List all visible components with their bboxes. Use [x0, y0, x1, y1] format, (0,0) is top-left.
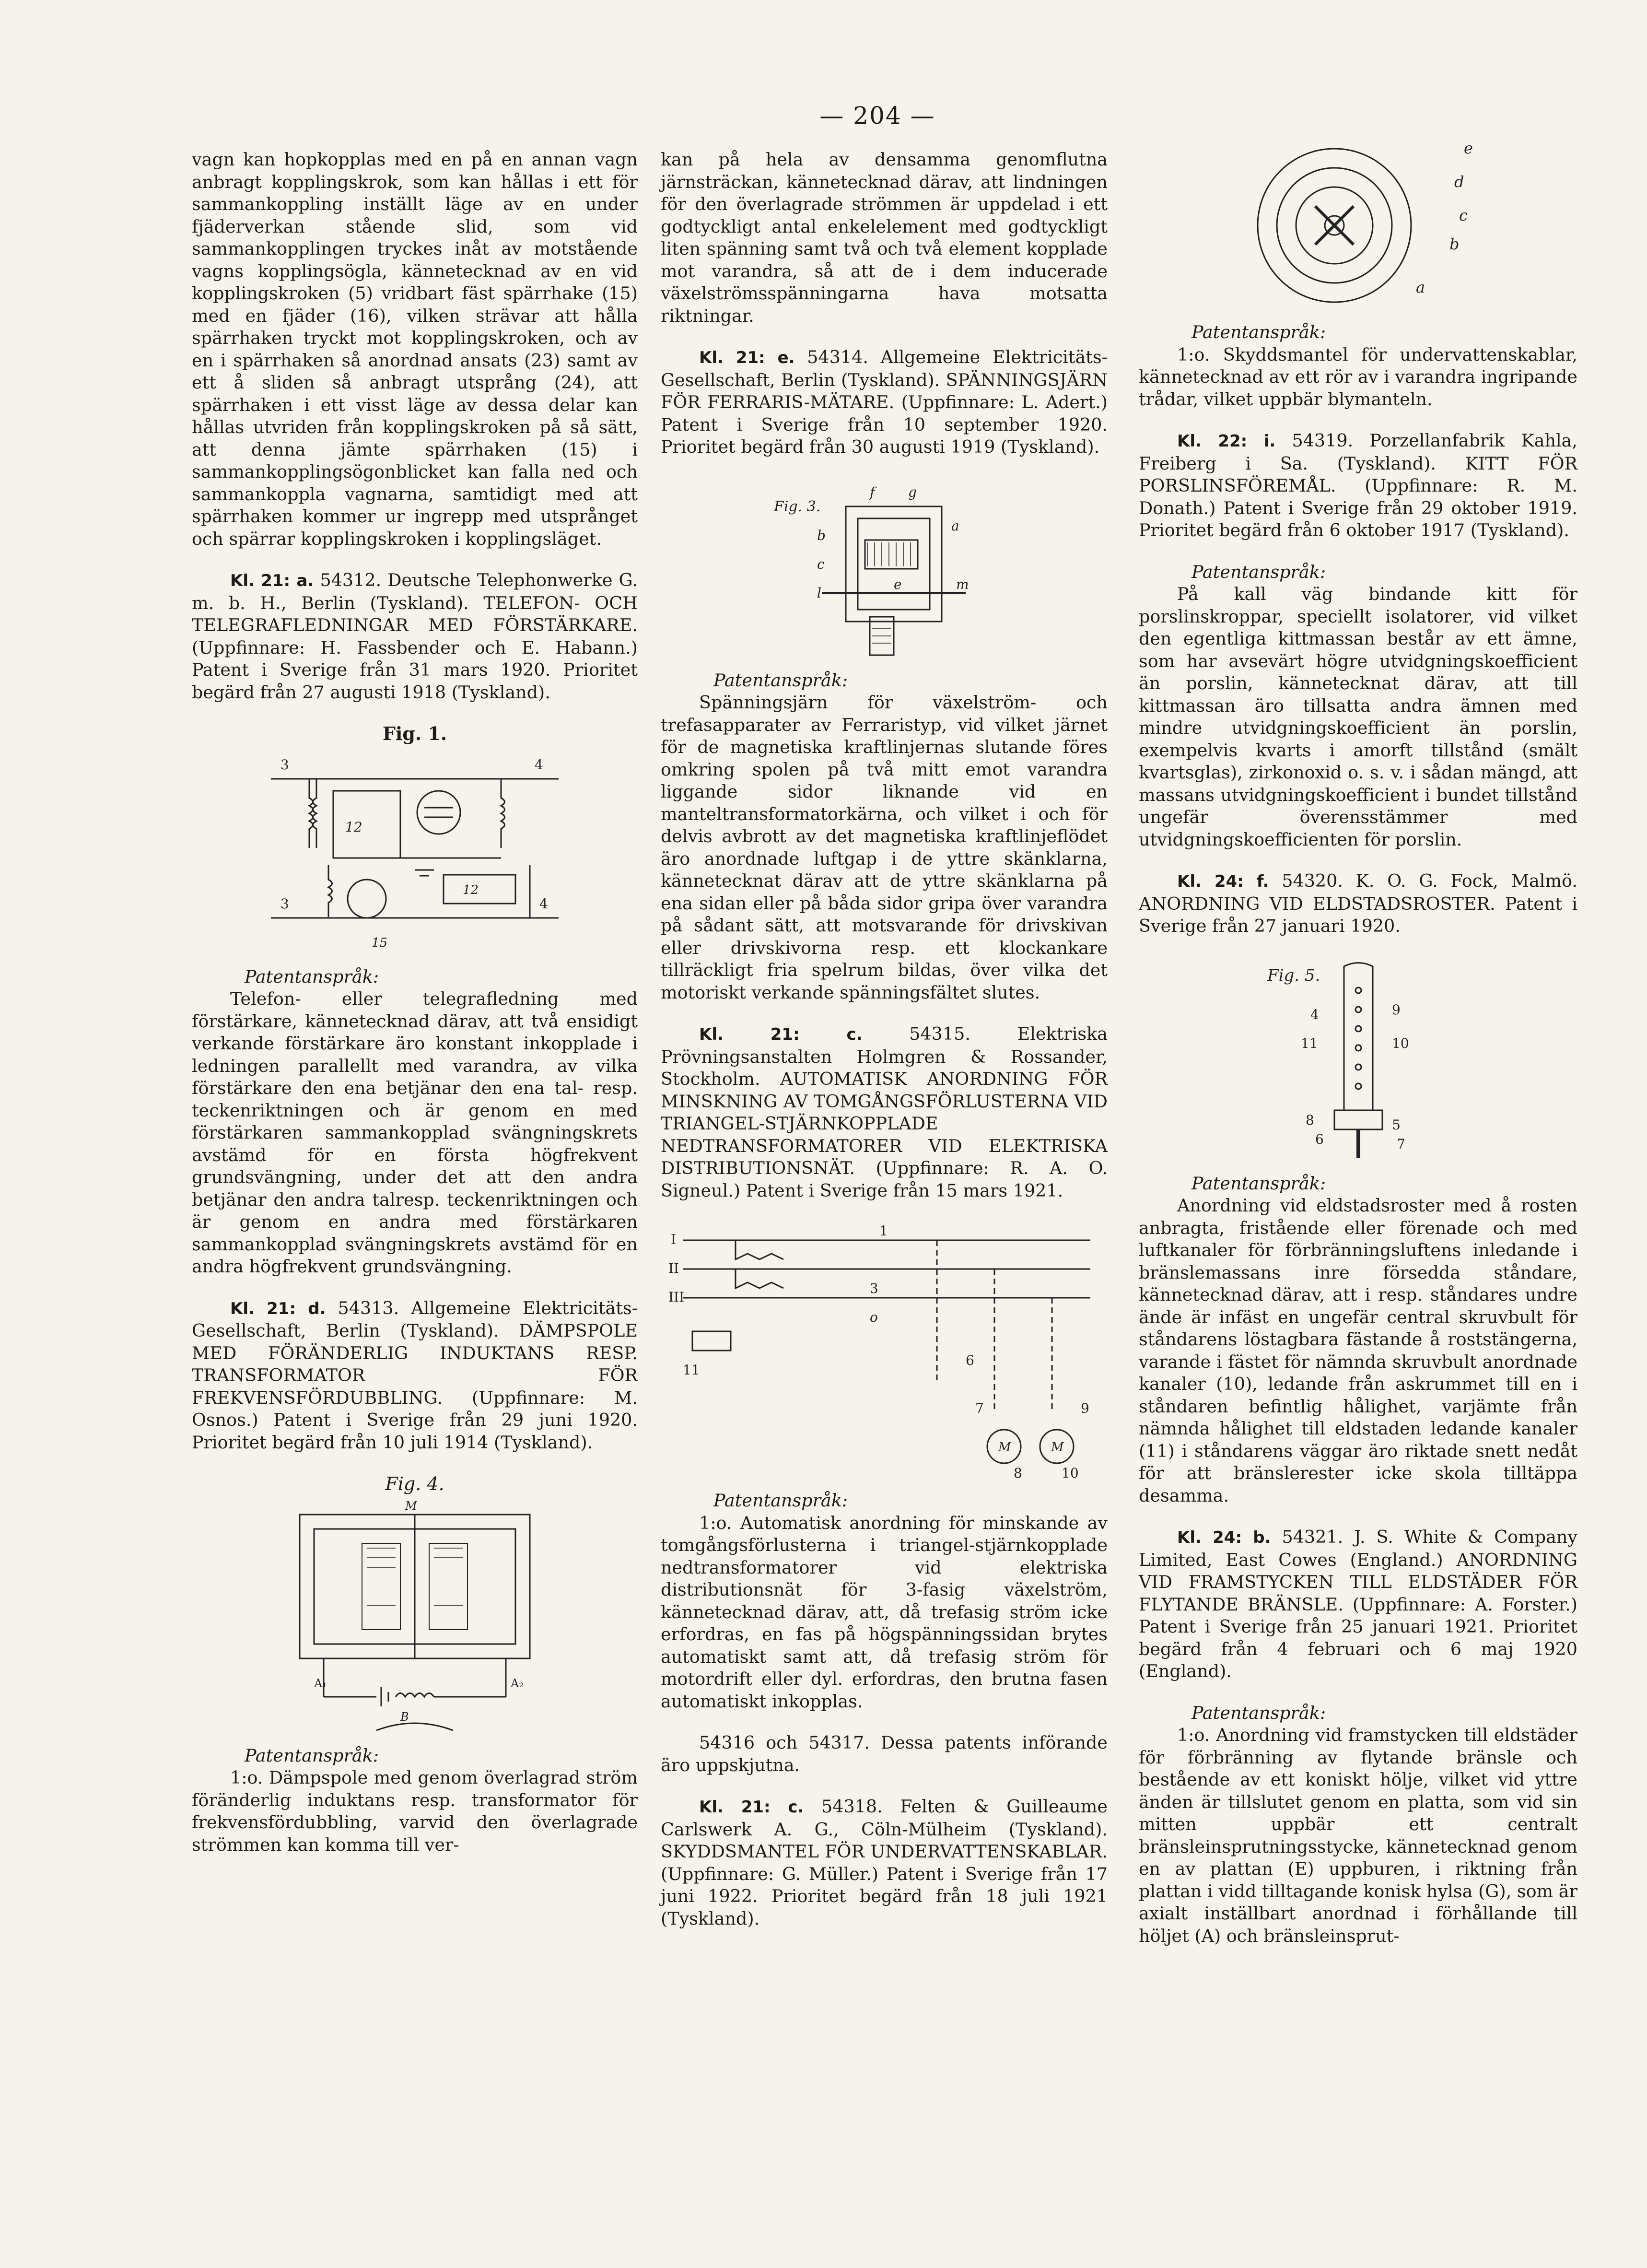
claim-text: 1:o. Anordning vid framstycken till eldstäder för förbränning av flytande bränsle och bestående av ett koniskt hölje, vilket vid yttre änden är tillslutet genom en platta, som vid sin mitten uppbär ett centralt bränsleinsprutningsstycke, kännetecknad genom en av plattan (E) uppburen, i riktning från plattan i vidd tilltagande konisk hylsa (G), som är axialt inställbart anordnad i förhållande till höljet (A) och bränsleinsprut- — [1139, 1725, 1577, 1946]
entry-text: 54318. Felten & Guilleaume Carlswerk A. G., Cöln-Mülheim (Tyskland). SKYDDSMANTEL FÖR UNDERVATTENSKABLAR. (Uppfinnare: G. Müller.) Patent i Sverige från 17 juni 1922. Prioritet begärd från 18 juli 1921 (Tyskland). — [661, 1796, 1108, 1929]
class-label: Kl. 21: c. — [699, 1025, 863, 1044]
claim-heading: Patentanspråk: — [1191, 1173, 1326, 1194]
svg-text:11: 11 — [683, 1362, 700, 1378]
figure-4-label: Fig. 4. — [385, 1473, 444, 1494]
entry-text: 54321. J. S. White & Company Limited, East Cowes (England.) ANORDNING VID FRAMSTYCKEN TILL ELDSTÄDER FÖR FLYTANDE BRÄNSLE. (Uppfinnare: A. Forster.) Patent i Sverige från 25 januari 1921. Prioritet begärd från 4 februari och 6 maj 1920 (England). — [1139, 1527, 1577, 1681]
entry-text: 54314. Allgemeine Elektricitäts-Gesellschaft, Berlin (Tyskland). SPÄNNINGSJÄRN FÖR FERRARIS-MÄTARE. (Uppfinnare: L. Adert.) Patent i Sverige från 10 september 1920. Prioritet begärd från 30 augusti 1919 (Tyskland). — [661, 347, 1108, 457]
patent-entry-54319 — [1139, 430, 1577, 542]
svg-text:b: b — [1449, 235, 1459, 253]
svg-text:4: 4 — [535, 756, 543, 773]
svg-text:A₂: A₂ — [511, 1676, 524, 1690]
claim-heading: Patentanspråk: — [245, 1745, 379, 1766]
patent-entry-54318 — [661, 1796, 1108, 1930]
svg-text:M: M — [405, 1499, 417, 1513]
svg-text:b: b — [817, 527, 826, 543]
claim-text: 1:o. Skyddsmantel för undervattenskablar, kännetecknad av ett rör av i varandra ingripande trådar, vilket uppbär blymanteln. — [1139, 344, 1577, 410]
claim-text: 1:o. Dämpspole med genom överlagrad ström föränderlig induktans resp. transformator för frekvensfördubbling, varvid den överlagrade strömmen kan komma till ver- — [192, 1767, 638, 1855]
svg-text:c: c — [817, 556, 825, 572]
figure-4 — [280, 1473, 549, 1735]
svg-text:d: d — [1454, 173, 1464, 191]
svg-text:e: e — [1463, 139, 1473, 157]
svg-text:a: a — [1415, 278, 1425, 296]
svg-text:8: 8 — [1014, 1465, 1022, 1480]
patent-entry-54312 — [192, 569, 638, 704]
svg-text:4: 4 — [1310, 1006, 1319, 1022]
entry-text: 54313. Allgemeine Elektricitäts-Gesellschaft, Berlin (Tyskland). DÄMPSPOLE MED FÖRÄNDERLIG INDUKTANS RESP. TRANSFORMATOR FÖR FREKVENSFÖRDUBBLING. (Uppfinnare: M. Osnos.) Patent i Sverige från 29 juni 1920. Prioritet begärd från 10 juli 1914 (Tyskland). — [192, 1297, 638, 1453]
entry-text: 54320. K. O. G. Fock, Malmö. ANORDNING VID ELDSTADSROSTER. Patent i Sverige från 27 januari 1920. — [1139, 870, 1577, 936]
figure-cable — [1224, 139, 1493, 312]
class-label: Kl. 24: f. — [1177, 872, 1269, 891]
column-right — [1139, 139, 1577, 1966]
svg-text:15: 15 — [372, 935, 388, 950]
column-left — [192, 149, 638, 1875]
transformer-diagram-figure-4 — [280, 1495, 549, 1735]
claim-heading: Patentanspråk: — [1191, 561, 1326, 582]
svg-text:I: I — [671, 1232, 677, 1247]
svg-text:8: 8 — [1305, 1112, 1314, 1128]
svg-text:f: f — [870, 484, 875, 500]
svg-text:10: 10 — [1062, 1465, 1079, 1480]
claim-text: Anordning vid eldstadsroster med å rosten anbragta, fristående eller förenade och med luftkanaler för förbränningsluftens inledande i bränslemassans inre försedda ståndare, kännetecknad därav, att i resp. ståndares undre ände är infäst en ungefär central skruvbult för ståndarens löstagbara fästande å roststängerna, varande i fästet för nämnda skruvbult anordnade kanaler (10), ledande från askrummet till en i ståndaren befintlig hålighet, varjämte från nämnda hålighet till eldstaden ledande kanaler (11) i ståndarens väggar äro riktade snett nedåt för att bränslerester icke skola tilltäppa desamma. — [1139, 1195, 1577, 1506]
class-label: Kl. 21: c. — [699, 1798, 804, 1817]
entry-text: 54312. Deutsche Telephonwerke G. m. b. H., Berlin (Tyskland). TELEFON- OCH TELEGRAFLEDNINGAR MED FÖRSTÄRKARE. (Uppfinnare: H. Fassbender och E. Habann.) Patent i Sverige från 31 mars 1920. Prioritet begärd från 27 augusti 1918 (Tyskland). — [192, 570, 638, 703]
entry-text: 54315. Elektriska Prövningsanstalten Holmgren & Rossander, Stockholm. AUTOMATISK ANORDNING FÖR MINSKNING AV TOMGÅNGSFÖRLUSTERNA VID TRIANGEL-STJÄRNKOPPLADE NEDTRANSFORMATORER VID ELEKTRISKA DISTRIBUTIONSNÄT. (Uppfinnare: R. A. O. Signeul.) Patent i Sverige från 15 mars 1921. — [661, 1023, 1108, 1201]
patent-entry-54314 — [661, 346, 1108, 458]
distribution-network-diagram — [668, 1221, 1100, 1480]
continued-claim-text: vagn kan hopkopplas med en på en annan vagn anbragt kopplingskrok, som kan hållas i ett för sammankoppling inställt läge av en under fjäderverkan stående slid, som vid sammankopplingen tryckes inåt av motstående vagns kopplingsögla, kännetecknad av en vid kopplingskroken (5) vridbart fäst spärrhake (15) med en fjäder (16), vilken strävar att hålla spärrhaken tryckt mot kopplingskroken, och av en i spärrhaken så anordnad ansats (23) samt av ett å sliden så anbragt utsprång (24), att spärrhaken i ett visst läge av dessa delar kan hållas utvriden från kopplingskroken på så sätt, att denna jämte spärrhaken (15) i sammankopplingsögonblicket kan falla ned och sammankoppla vagnarna, samtidigt med att spärrhaken kommer ur ingrepp med utsprånget och spärrar kopplingskroken i kopplingsläget. — [192, 149, 638, 549]
svg-text:m: m — [956, 576, 969, 592]
class-label: Kl. 22: i. — [1177, 432, 1276, 451]
svg-text:5: 5 — [1391, 1116, 1401, 1133]
column-middle — [661, 149, 1108, 1949]
continued-claim-text: kan på hela av densamma genomflutna järnsträckan, kännetecknad därav, att lindningen för den överlagrade strömmen är uppdelad i ett godtyckligt antal enkelelement med godtyckligt liten spänning samt två och två element kopplade mot varandra, så att de i dem inducerade växelströmsspänningarna hava motsatta riktningar. — [661, 149, 1108, 326]
svg-text:g: g — [908, 484, 917, 500]
figure-3-label: Fig. 3. — [774, 498, 821, 515]
figure-5-label: Fig. 5. — [1267, 965, 1320, 985]
svg-text:12: 12 — [463, 882, 479, 897]
figure-1-label: Fig. 1. — [382, 723, 447, 744]
class-label: Kl. 21: d. — [230, 1299, 326, 1318]
claim-heading: Patentanspråk: — [713, 1490, 848, 1511]
claim-heading: Patentanspråk: — [245, 966, 379, 987]
patent-entry-54313 — [192, 1297, 638, 1454]
svg-text:6: 6 — [1315, 1131, 1324, 1147]
svg-text:7: 7 — [1396, 1136, 1405, 1152]
class-label: Kl. 24: b. — [1177, 1528, 1271, 1547]
svg-text:12: 12 — [345, 819, 362, 835]
svg-text:l: l — [817, 585, 821, 601]
grate-stand-diagram-figure-5 — [1258, 957, 1459, 1163]
svg-text:c: c — [1459, 206, 1468, 224]
patent-entry-54320 — [1139, 870, 1577, 938]
circuit-diagram-figure-1 — [261, 745, 568, 956]
svg-text:4: 4 — [539, 895, 548, 912]
svg-text:6: 6 — [966, 1352, 974, 1368]
figure-5 — [1258, 957, 1459, 1163]
svg-text:e: e — [894, 576, 902, 592]
svg-text:B: B — [400, 1710, 409, 1724]
claim-text: Telefon- eller telegrafledning med förstärkare, kännetecknad därav, att två ensidigt verkande förstärkare äro konstant inkopplade i ledningen parallellt med varandra, av vilka förstärkare den ena betjänar den ena tal- resp. teckenriktningen och är genom en med förstärkaren sammankopplad svängningskrets avstämd för en första högfrekvent grundsvängning, under det att den andra betjänar den andra talresp. teckenriktningen och är genom en andra med förstärkaren sammankopplad svängningskrets avstämd för en andra högfrekvent grundsvängning. — [192, 988, 638, 1277]
page-number: — 204 — — [819, 102, 935, 129]
claim-heading: Patentanspråk: — [1191, 322, 1326, 342]
claim-heading: Patentanspråk: — [713, 670, 848, 691]
claim-text: På kall väg bindande kitt för porslinskroppar, speciellt isolatorer, vid vilket den egentliga kittmassan består av ett ämne, som har avsevärt högre utvidgningskoefficient än porslin, kännetecknat därav, att till kittmassan äro tillsatta andra ämnen med mindre utvidgningskoefficient än porslin, exempelvis kvarts i amorft tillstånd (smält kvartsglas), zirkonoxid o. s. v. i sådan mängd, att massans utvidgningskoefficient i bundet tillstånd ungefär överensstämmer med utvidgningskoefficienten för porslin. — [1139, 584, 1577, 850]
svg-text:M: M — [1051, 1440, 1064, 1455]
svg-text:7: 7 — [975, 1400, 984, 1416]
patent-entry-54321 — [1139, 1526, 1577, 1683]
figure-distribution — [668, 1221, 1100, 1480]
svg-text:3: 3 — [280, 756, 289, 773]
svg-text:3: 3 — [870, 1281, 878, 1296]
claim-heading: Patentanspråk: — [1191, 1702, 1326, 1723]
figure-1 — [261, 723, 568, 956]
claim-text: 1:o. Automatisk anordning för minskande av tomgångsförlusterna i triangel-stjärnkopplade nedtransformatorer vid elektriska distributionsnät för 3-fasig växelström, kännetecknad därav, att, då trefasig ström icke erfordras, en fas på högspänningssidan brytes automatiskt samt att, då trefasig ström för motordrift eller dyl. erfordras, den brutna fasen automatiskt inkopplas. — [661, 1512, 1108, 1712]
svg-text:II: II — [668, 1260, 679, 1276]
svg-text:o: o — [870, 1309, 878, 1325]
claim-text: Spänningsjärn för växelström- och trefasapparater av Ferraristyp, vid vilket järnet för de magnetiska kraftlinjernas slutande föres omkring spolen på två mitt emot varandra liggande sidor liknande vid en manteltransformatorkärna, och vilket i och för delvis avbrott av det magnetiska kraftlinjeflödet äro anordnade luftgap i de yttre skänklarna, kännetecknat därav att de yttre skänklarna på ena sidan eller på båda sidor gripa över varandra på sådant sätt, att motsvarande för drivskivan eller drivskivorna resp. ett klockankare tillräckligt fria spelrum bildas, över vilka det motoriskt verkande spänningsfältet slutes. — [661, 692, 1108, 1003]
figure-3 — [750, 478, 1018, 660]
patent-entry-54315 — [661, 1023, 1108, 1202]
svg-text:III: III — [668, 1289, 685, 1305]
svg-text:3: 3 — [280, 895, 289, 912]
svg-text:A₁: A₁ — [314, 1676, 327, 1690]
class-label: Kl. 21: e. — [699, 348, 795, 367]
note-deferred: 54316 och 54317. Dessa patents införande äro uppskjutna. — [661, 1732, 1108, 1775]
svg-text:9: 9 — [1081, 1400, 1089, 1416]
svg-text:1: 1 — [879, 1223, 888, 1239]
svg-text:M: M — [998, 1440, 1011, 1455]
entry-text: 54319. Porzellanfabrik Kahla, Freiberg i Sa. (Tyskland). KITT FÖR PORSLINSFÖREMÅL. (Uppfinnare: R. M. Donath.) Patent i Sverige från 29 oktober 1919. Prioritet begärd från 6 oktober 1917 (Tyskland). — [1139, 430, 1577, 541]
class-label: Kl. 21: a. — [230, 571, 314, 590]
svg-text:11: 11 — [1300, 1035, 1318, 1051]
svg-text:9: 9 — [1391, 1001, 1401, 1018]
svg-text:10: 10 — [1391, 1035, 1409, 1051]
cable-cross-section-diagram — [1224, 139, 1493, 312]
iron-core-diagram-figure-3 — [750, 478, 1018, 660]
svg-text:a: a — [951, 517, 959, 534]
